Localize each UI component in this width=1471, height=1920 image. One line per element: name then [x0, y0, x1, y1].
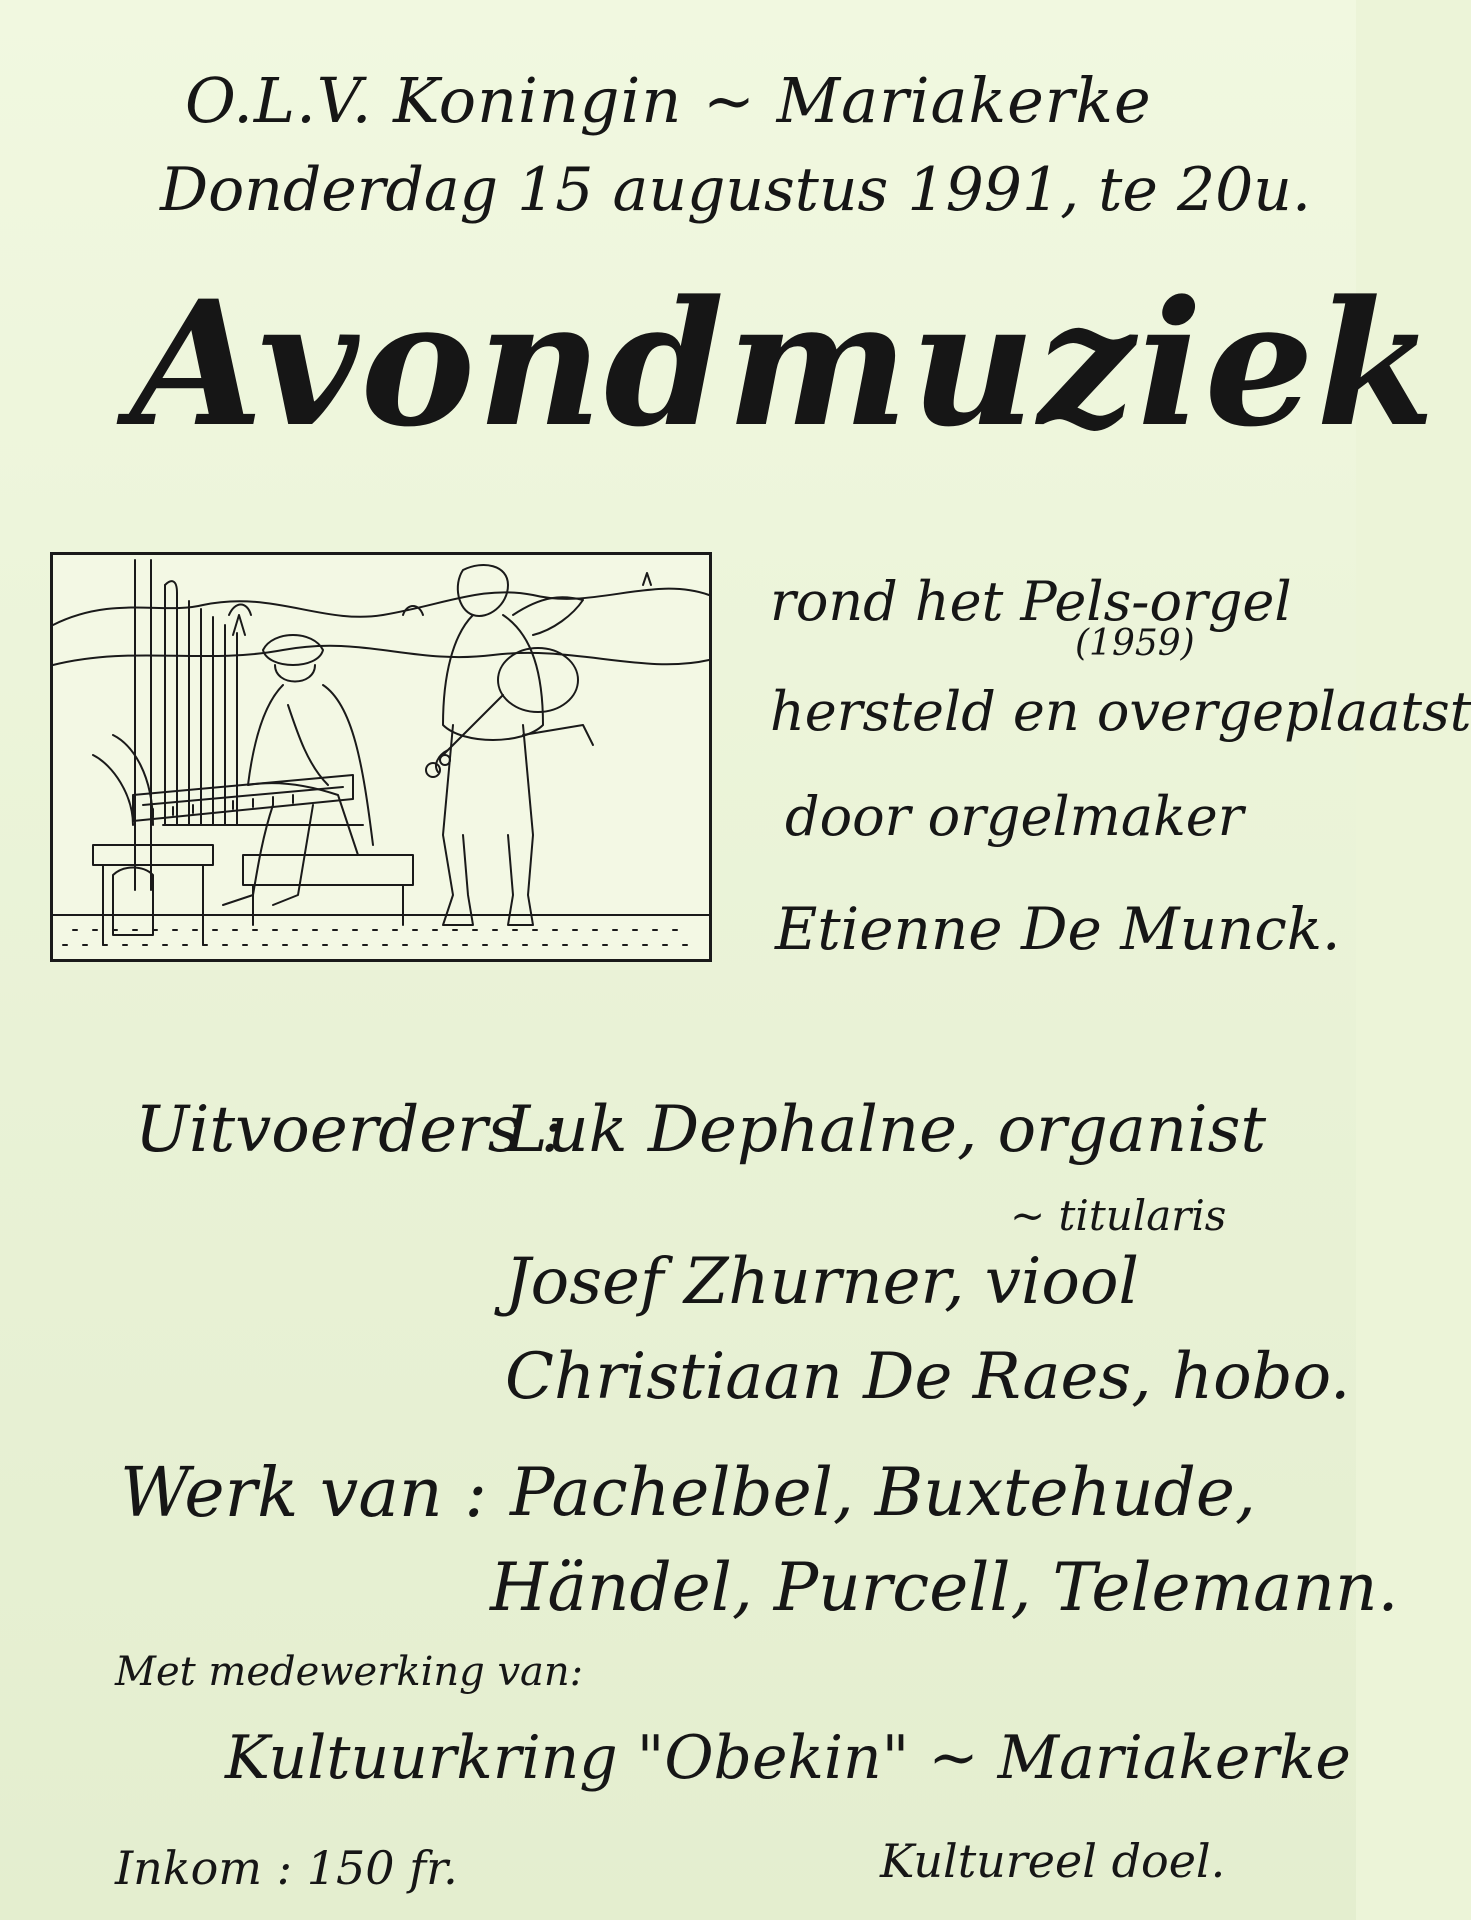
works-label: Werk van :	[120, 1454, 488, 1533]
organ-description-line1: rond het Pels-orgel	[770, 570, 1292, 633]
poster-title: Avondmuziek	[130, 262, 1438, 465]
cultural-goal: Kultureel doel.	[880, 1834, 1226, 1888]
organ-year: (1959)	[1075, 623, 1195, 664]
organ-description-line3: door orgelmaker	[785, 785, 1244, 848]
entry-fee: Inkom : 150 fr.	[115, 1841, 458, 1895]
performer-organist-title: ~ titularis	[1010, 1191, 1227, 1240]
woodcut-illustration	[50, 552, 712, 962]
performer-organist: Luk Dephalne, organist	[505, 1093, 1267, 1167]
organ-description-line2: hersteld en overgeplaatst	[770, 680, 1471, 743]
works-line2: Händel, Purcell, Telemann.	[490, 1549, 1399, 1626]
date-line: Donderdag 15 augustus 1991, te 20u.	[160, 155, 1312, 225]
performer-oboe: Christiaan De Raes, hobo.	[505, 1340, 1351, 1414]
organ-builder-name: Etienne De Munck.	[775, 895, 1341, 963]
performer-violin: Josef Zhurner, viool	[505, 1245, 1139, 1319]
cooperation-organization: Kultuurkring "Obekin" ~ Mariakerke	[225, 1723, 1351, 1793]
works-line1: Pachelbel, Buxtehude,	[510, 1454, 1256, 1531]
performers-label: Uitvoerders :	[135, 1093, 563, 1167]
cooperation-label: Met medewerking van:	[115, 1649, 584, 1695]
venue-line: O.L.V. Koningin ~ Mariakerke	[185, 64, 1152, 137]
